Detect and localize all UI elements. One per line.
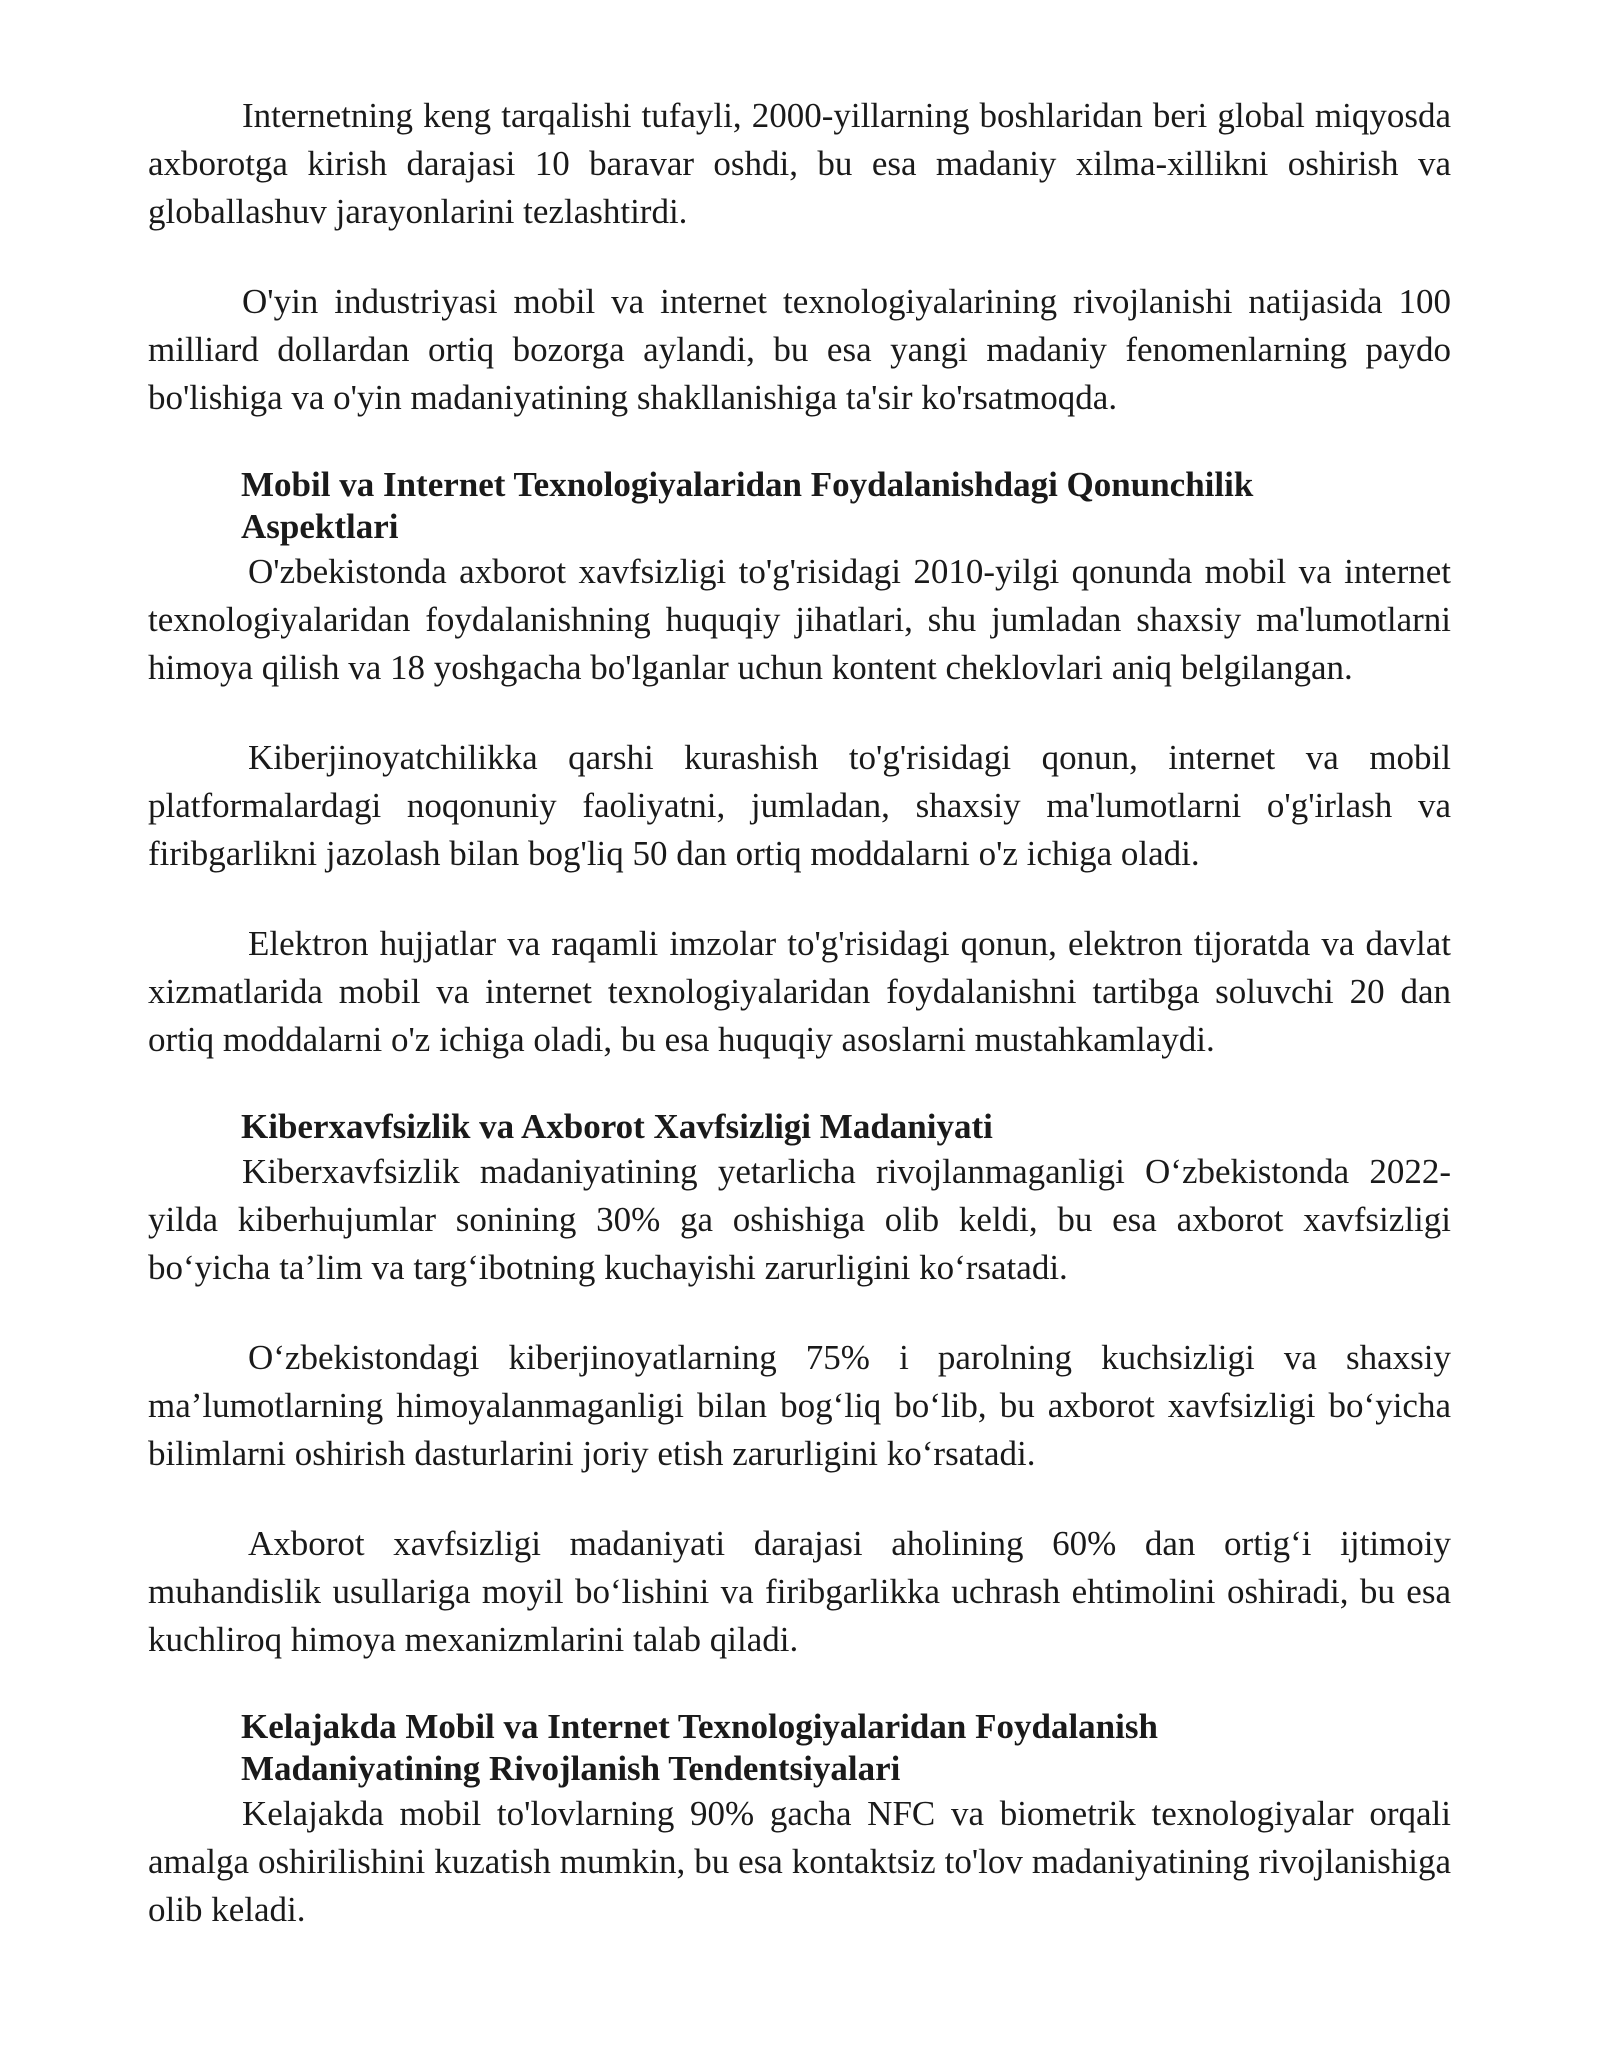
document-page (148, 92, 1451, 1934)
paragraph-gaming-industry: O'yin industriyasi mobil va internet texnologiyalarining rivojlanishi natijasida 100 milliard dollardan ortiq bozorga aylandi, bu esa yangi madaniy fenomenlarning paydo bo'lishiga va o'yin madaniyatining shakllanishiga ta'sir ko'rsatmoqda. (148, 282, 1451, 417)
heading-line: Kelajakda Mobil va Internet Texnologiyalaridan Foydalanish (241, 1707, 1158, 1746)
paragraph-internet-access: Internetning keng tarqalishi tufayli, 2000-yillarning boshlaridan beri global miqyosda axborotga kirish darajasi 10 baravar oshdi, bu esa madaniy xilma-xillikni oshirish va globallashuv jarayonlarini tezlashtirdi. (148, 96, 1451, 231)
heading-line: Kiberxavfsizlik va Axborot Xavfsizligi Madaniyati (241, 1107, 993, 1146)
section-heading-future (241, 1706, 1341, 1790)
heading-line: Aspektlari (241, 507, 399, 546)
section-heading-legal (241, 464, 1341, 548)
paragraph-future-1: Kelajakda mobil to'lovlarning 90% gacha NFC va biometrik texnologiyalar orqali amalga oshirilishini kuzatish mumkin, bu esa kontaktsiz to'lov madaniyatining rivojlanishiga olib keladi. (148, 1794, 1451, 1929)
paragraph-cyber-2: O‘zbekistondagi kiberjinoyatlarning 75% i parolning kuchsizligi va shaxsiy ma’lumotlarning himoyalanmaganligi bilan bog‘liq bo‘lib, bu axborot xavfsizligi bo‘yicha bilimlarni oshirish dasturlarini joriy etish zarurligini ko‘rsatadi. (148, 1338, 1451, 1473)
paragraph-legal-2: Kiberjinoyatchilikka qarshi kurashish to'g'risidagi qonun, internet va mobil platformalardagi noqonuniy faoliyatni, jumladan, shaxsiy ma'lumotlarni o'g'irlash va firibgarlikni jazolash bilan bog'liq 50 dan ortiq moddalarni o'z ichiga oladi. (148, 738, 1451, 873)
paragraph-legal-1: O'zbekistonda axborot xavfsizligi to'g'risidagi 2010-yilgi qonunda mobil va internet texnologiyalaridan foydalanishning huquqiy jihatlari, shu jumladan shaxsiy ma'lumotlarni himoya qilish va 18 yoshgacha bo'lganlar uchun kontent cheklovlari aniq belgilangan. (148, 552, 1451, 687)
paragraph-cyber-1: Kiberxavfsizlik madaniyatining yetarlicha rivojlanmaganligi O‘zbekistonda 2022-yilda kiberhujumlar sonining 30% ga oshishiga olib keldi, bu esa axborot xavfsizligi bo‘yicha ta’lim va targ‘ibotning kuchayishi zarurligini ko‘rsatadi. (148, 1152, 1451, 1287)
paragraph-cyber-3: Axborot xavfsizligi madaniyati darajasi aholining 60% dan ortig‘i ijtimoiy muhandislik usullariga moyil bo‘lishini va firibgarlikka uchrash ehtimolini oshiradi, bu esa kuchliroq himoya mexanizmlarini talab qiladi. (148, 1524, 1451, 1659)
paragraph-legal-3: Elektron hujjatlar va raqamli imzolar to'g'risidagi qonun, elektron tijoratda va davlat xizmatlarida mobil va internet texnologiyalaridan foydalanishni tartibga soluvchi 20 dan ortiq moddalarni o'z ichiga oladi, bu esa huquqiy asoslarni mustahkamlaydi. (148, 924, 1451, 1059)
heading-line: Madaniyatining Rivojlanish Tendentsiyalari (241, 1749, 901, 1788)
section-heading-cyber (241, 1106, 1341, 1148)
heading-line: Mobil va Internet Texnologiyalaridan Foydalanishdagi Qonunchilik (241, 465, 1254, 504)
